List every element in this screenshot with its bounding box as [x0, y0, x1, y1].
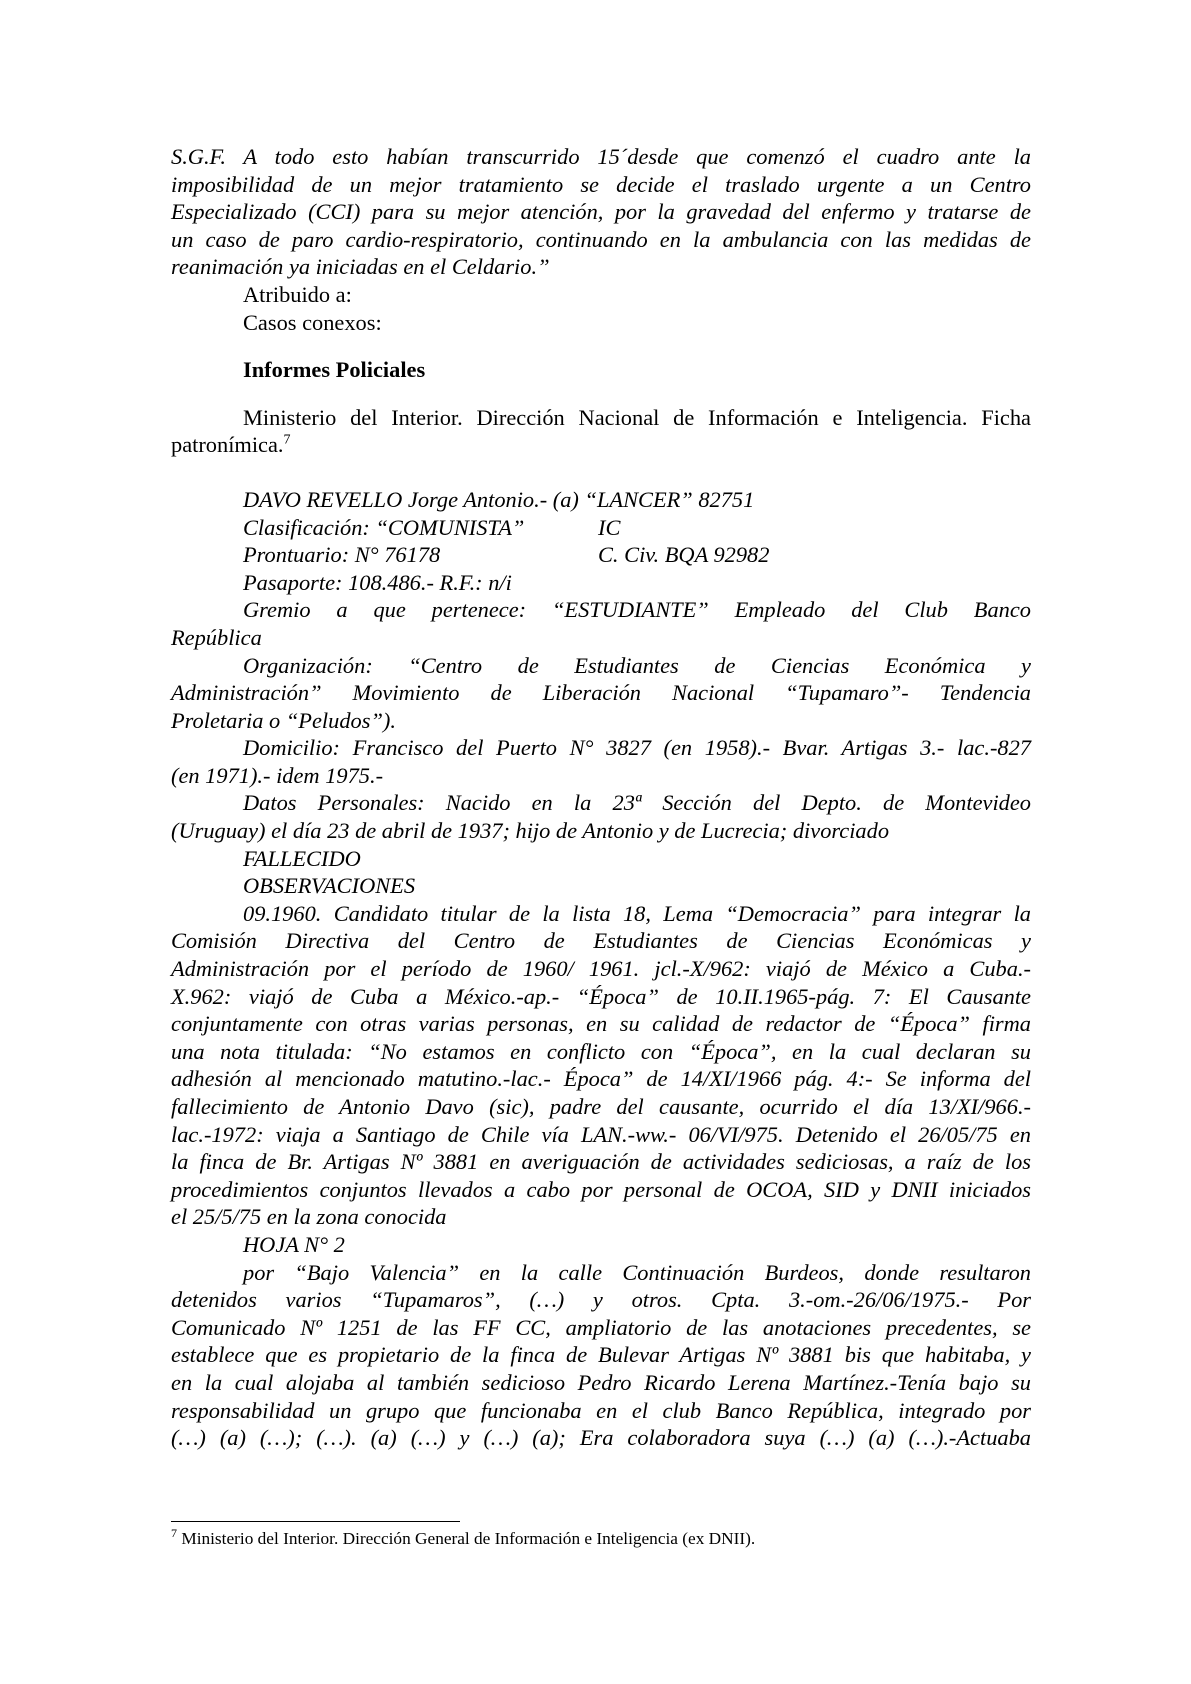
text-line: Comisión Directiva del Centro de Estudiantes de Ciencias Económicas y: [171, 928, 1031, 954]
text-line: un caso de paro cardio-respiratorio, continuando en la ambulancia con las medidas de: [171, 226, 1031, 252]
text-line: (…) (a) (…); (…). (a) (…) y (…) (a); Era colaboradora suya (…) (a) (…).-Actuaba: [171, 1425, 1031, 1451]
text-line: imposibilidad de un mejor tratamiento se decide el traslado urgente a un Centro: [171, 171, 1031, 197]
text-line: reanimación ya iniciadas en el Celdario.”: [171, 254, 550, 280]
observaciones-label: OBSERVACIONES: [243, 873, 416, 899]
text-line: Proletaria o “Peludos”).: [171, 707, 396, 733]
text-line: S.G.F. A todo esto habían transcurrido 15´desde que comenzó el cuadro ante la: [171, 144, 1031, 169]
ficha-nombre: DAVO REVELLO Jorge Antonio.- (a) “LANCER” 82751: [243, 486, 755, 512]
cedula-civil: C. Civ. BQA 92982: [598, 542, 770, 568]
text-line: Ministerio del Interior. Dirección Nacional de Información e Inteligencia. Ficha: [243, 404, 1031, 430]
text-line: por “Bajo Valencia” en la calle Continuación Burdeos, donde resultaron: [243, 1259, 1031, 1285]
text-line: Datos Personales: Nacido en la 23ª Sección del Depto. de Montevideo: [243, 790, 1031, 816]
text-line: [171, 431, 1031, 459]
text-line: Especializado (CCI) para su mejor atención, por la gravedad del enfermo y tratarse de: [171, 199, 1031, 225]
text-line: Gremio a que pertenece: “ESTUDIANTE” Empleado del Club Banco: [243, 597, 1031, 623]
text-line: conjuntamente con otras varias personas, en su calidad de redactor de “Época” firma: [171, 1011, 1031, 1037]
text-line: una nota titulada: “No estamos en conflicto con “Época”, en la cual declaran su: [171, 1038, 1031, 1064]
text-line: responsabilidad un grupo que funcionaba en el club Banco República, integrado por: [171, 1397, 1031, 1423]
text-line: Administración por el período de 1960/ 1961. jcl.-X/962: viajó de México a Cuba.-: [171, 956, 1031, 982]
text-span: patronímica.: [171, 432, 284, 458]
text-span: Prontuario: N° 76178: [243, 542, 441, 568]
ficha-prontuario: [171, 541, 1031, 569]
text-line: (Uruguay) el día 23 de abril de 1937; hijo de Antonio y de Lucrecia; divorciado: [171, 818, 890, 844]
text-line: lac.-1972: viaja a Santiago de Chile vía LAN.-ww.- 06/VI/975. Detenido el 26/05/75 en: [171, 1121, 1031, 1147]
text-line: fallecimiento de Antonio Davo (sic), padre del causante, ocurrido el día 13/XI/966.-: [171, 1094, 1031, 1119]
text-line: Domicilio: Francisco del Puerto N° 3827 (en 1958).- Bvar. Artigas 3.- lac.-827: [243, 735, 1031, 761]
text-line: en la cual alojaba al también sedicioso Pedro Ricardo Lerena Martínez.-Tenía bajo su: [171, 1369, 1031, 1395]
text-line: detenidos varios “Tupamaros”, (…) y otros. Cpta. 3.-om.-26/06/1975.- Por: [171, 1287, 1031, 1313]
text-line: procedimientos conjuntos llevados a cabo por personal de OCOA, SID y DNII iniciados: [171, 1176, 1031, 1202]
text-line: el 25/5/75 en la zona conocida: [171, 1204, 447, 1230]
footnote-reference[interactable]: 7: [283, 432, 291, 448]
quoted-report: [171, 143, 1031, 281]
fallecido-label: FALLECIDO: [243, 845, 361, 871]
footnote-number: 7: [171, 1526, 177, 1541]
text-line: 09.1960. Candidato titular de la lista 18, Lema “Democracia” para integrar la: [243, 900, 1031, 926]
text-line: (en 1971).- idem 1975.-: [171, 762, 384, 788]
footnote-text: Ministerio del Interior. Dirección General de Información e Inteligencia (ex DNII).: [181, 1529, 756, 1548]
ficha-clasificacion: [171, 514, 1031, 542]
atribuido-label: Atribuido a:: [243, 281, 352, 307]
text-line: X.962: viajó de Cuba a México.-ap.- “Época” de 10.II.1965-pág. 7: El Causante: [171, 983, 1031, 1009]
text-line: Organización: “Centro de Estudiantes de Ciencias Económica y: [243, 652, 1031, 678]
text-line: adhesión al mencionado matutino.-lac.- Época” de 14/XI/1966 pág. 4:- Se informa del: [171, 1066, 1031, 1092]
text-line: establece que es propietario de la finca de Bulevar Artigas Nº 3881 bis que habitaba, y: [171, 1342, 1031, 1368]
hoja-label: HOJA N° 2: [243, 1231, 345, 1257]
footnote: [171, 1528, 1031, 1550]
text-line: Comunicado Nº 1251 de las FF CC, ampliatorio de las anotaciones precedentes, se: [171, 1314, 1031, 1340]
footnote-separator: [171, 1521, 460, 1522]
ministerio-paragraph: [171, 404, 1031, 459]
text-line: Administración” Movimiento de Liberación Nacional “Tupamaro”- Tendencia: [171, 680, 1031, 706]
ficha-pasaporte: Pasaporte: 108.486.- R.F.: n/i: [243, 569, 512, 595]
text-line: la finca de Br. Artigas Nº 3881 en averiguación de actividades sediciosas, a raíz de los: [171, 1149, 1031, 1175]
text-line: República: [171, 624, 262, 650]
text-span: Clasificación: “COMUNISTA”: [243, 514, 525, 540]
casos-conexos-label: Casos conexos:: [243, 309, 382, 335]
clasificacion-code: IC: [598, 514, 621, 540]
page-body: [171, 143, 1031, 1452]
section-heading: Informes Policiales: [243, 357, 426, 383]
ficha-patronimica: [171, 486, 1031, 1452]
